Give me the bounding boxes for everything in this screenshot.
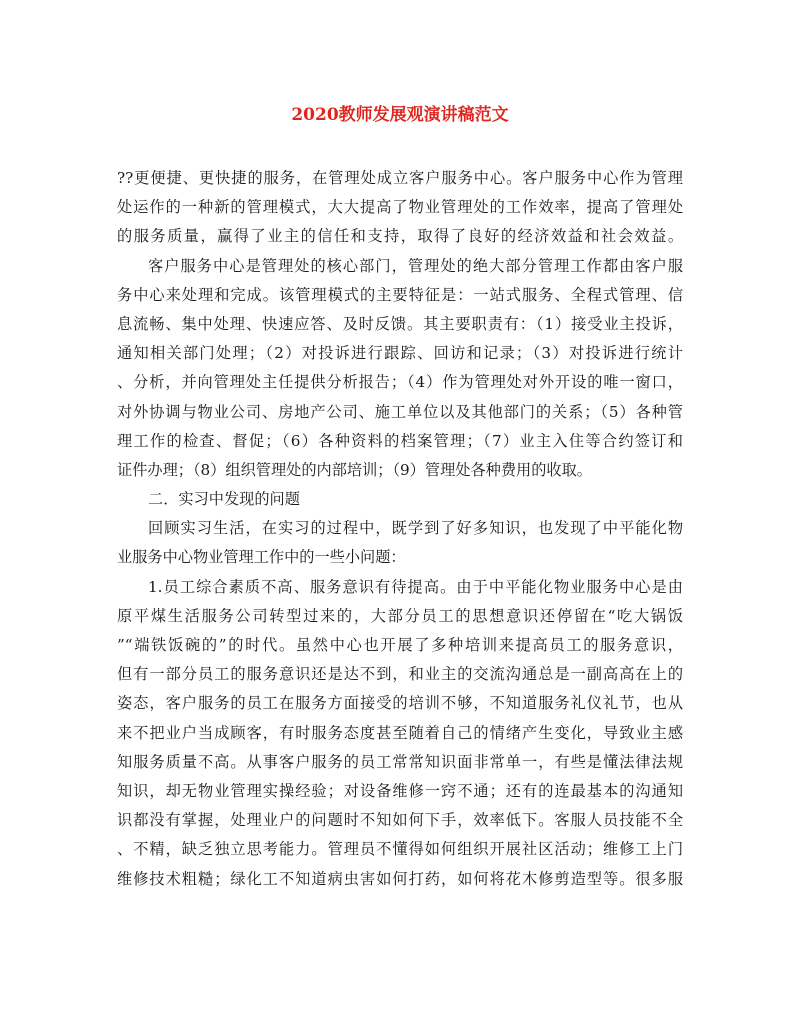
text-line: 业服务中心物业管理工作中的一些小问题： [117,548,406,567]
text-line: 1.员工综合素质不高、服务意识有待提高。由于中平能化物业服务中心是由 [148,577,683,596]
text-line: 知识，却无物业管理实操经验；对设备维修一窍不通；还有的连最基本的沟通知 [117,781,683,800]
text-line: 姿态，客户服务的员工在服务方面接受的培训不够，不知道服务礼仪礼节，也从 [117,694,683,713]
text-line: 、不精，缺乏独立思考能力。管理员不懂得如何组织开展社区活动；维修工上门 [117,840,683,859]
text-line: 息流畅、集中处理、快速应答、及时反馈。其主要职责有：（1）接受业主投诉， [117,314,683,333]
document-title: 2020教师发展观演讲稿范文 [291,105,509,125]
text-line: 原平煤生活服务公司转型过来的，大部分员工的思想意识还停留在“吃大锅饭 [117,606,683,625]
text-line: 但有一部分员工的服务意识还是达不到，和业主的交流沟通总是一副高高在上的 [117,665,683,684]
text-line: 来不把业户当成顾客，有时服务态度甚至随着自己的情绪产生变化，导致业主感 [117,723,683,742]
section-heading: 二．实习中发现的问题 [148,490,300,509]
text-line: 客户服务中心是管理处的核心部门，管理处的绝大部分管理工作都由客户服 [148,256,683,275]
document-body [117,164,683,894]
text-line: 回顾实习生活，在实习的过程中，既学到了好多知识，也发现了中平能化物 [148,519,683,538]
text-line: 知服务质量不高。从事客户服务的员工常常知识面非常单一，有些是懂法律法规 [117,752,683,771]
text-line: 处运作的一种新的管理模式，大大提高了物业管理处的工作效率，提高了管理处 [117,198,683,217]
text-line: 维修技术粗糙；绿化工不知道病虫害如何打药，如何将花木修剪造型等。很多服 [117,869,683,888]
text-line: 、分析，并向管理处主任提供分析报告；（4）作为管理处对外开设的唯一窗口， [117,373,683,392]
text-line: 通知相关部门处理；（2）对投诉进行跟踪、回访和记录；（3）对投诉进行统计 [117,344,683,363]
text-line: 的服务质量，赢得了业主的信任和支持，取得了良好的经济效益和社会效益。 [117,227,683,246]
text-line: 务中心来处理和完成。该管理模式的主要特征是：一站式服务、全程式管理、信 [117,285,683,304]
text-line: 对外协调与物业公司、房地产公司、施工单位以及其他部门的关系；（5）各种管 [117,402,683,421]
text-line: ”“端铁饭碗的”的时代。虽然中心也开展了多种培训来提高员工的服务意识， [117,636,683,654]
text-line: 理工作的检查、督促；（6）各种资料的档案管理；（7）业主入住等合约签订和 [117,431,683,450]
text-line: ??更便捷、更快捷的服务，在管理处成立客户服务中心。客户服务中心作为管理 [117,169,683,187]
text-line: 识都没有掌握，处理业户的问题时不知如何下手，效率低下。客服人员技能不全 [117,811,683,830]
text-line: 证件办理；（8）组织管理处的内部培训；（9）管理处各种费用的收取。 [117,460,592,479]
